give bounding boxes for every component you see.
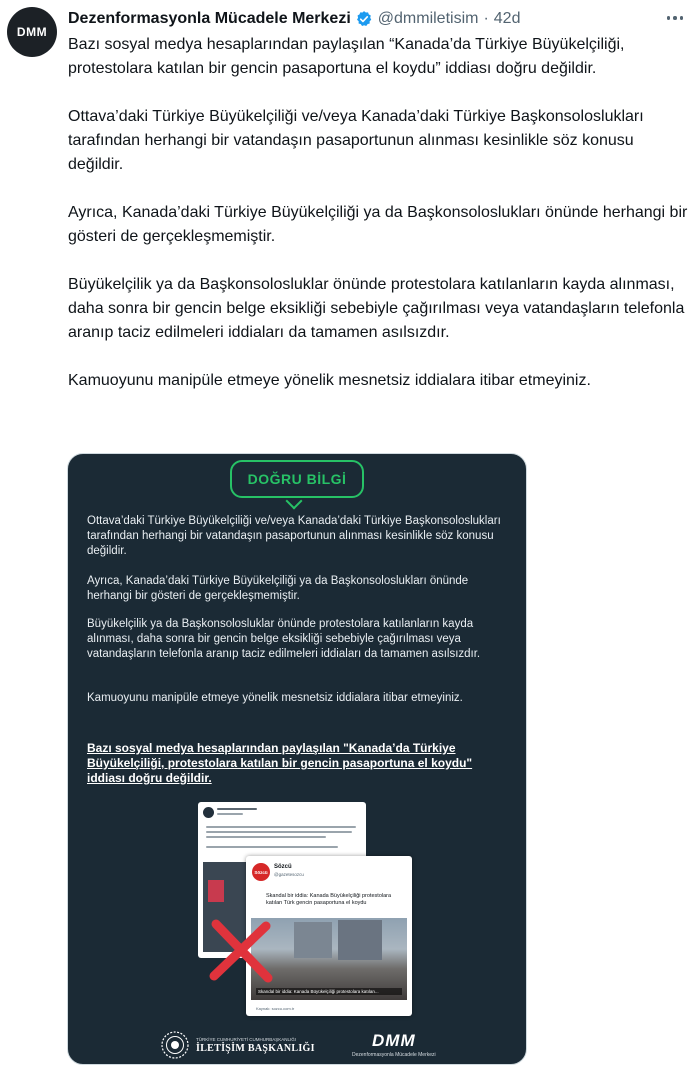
tweet-text	[68, 33, 688, 417]
avatar-logo-text: DMM	[16, 25, 48, 39]
sozcu-handle: @gazetesozcu	[274, 872, 304, 877]
seal-icon	[160, 1030, 190, 1060]
card-paragraph: Ottava’daki Türkiye Büyükelçiliği ve/veya Kanada’daki Türkiye Başkonsoloslukları tarafından herhangi bir vatandaşın pasaportunun alınması kesinlikle söz konusu değildir.	[87, 515, 501, 557]
tweet-header	[68, 8, 520, 30]
footer-dmm-text: DMM	[372, 1031, 416, 1050]
tweet-paragraph: Ottava’daki Türkiye Büyükelçiliği ve/veya Kanada’daki Türkiye Başkonsoloslukları tarafından herhangi bir vatandaşın pasaportunun alınması kesinlikle söz konusu değildir.	[68, 108, 644, 173]
screenshot-text-line	[206, 826, 356, 828]
screenshot-photo-detail	[208, 880, 224, 902]
footer-left-sub: TÜRKİYE CUMHURİYETİ CUMHURBAŞKANLIĞI	[196, 1036, 297, 1042]
separator-dot: ·	[483, 10, 489, 27]
tweet-paragraph: Bazı sosyal medya hesaplarından paylaşılan “Kanada’da Türkiye Büyükelçiliği, protestolara katılan bir gencin pasaportuna el koydu” iddiası doğru değildir.	[68, 36, 625, 77]
card-paragraph: Büyükelçilik ya da Başkonsolosluklar önünde protestolara katılanların kayda alınması, daha sonra bir gencin belge eksikliği sebebiyle çağırılması veya vatandaşların telefonla aranıp taciz edilmeleri iddiaları da tamamen asılsızdır.	[87, 618, 481, 660]
screenshot-text-line	[206, 836, 326, 838]
card-paragraph: Ayrıca, Kanada’daki Türkiye Büyükelçiliği ya da Başkonsoloslukları önünde herhangi bir gösteri de gerçekleşmemiştir.	[87, 575, 469, 602]
photo-building	[294, 922, 332, 958]
photo-caption: Skandal bir iddia: Kanada Büyükelçiliği protestolara katılan...	[256, 988, 402, 995]
tweet-paragraph: Büyükelçilik ya da Başkonsolosluklar önünde protestolara katılanların kayda alınması, daha sonra bir gencin belge eksikliği sebebiyle çağırılması veya vatandaşların telefonla aranıp taciz edilmeleri iddiaları da tamamen asılsızdır.	[68, 276, 685, 341]
photo-building	[338, 920, 382, 960]
footer-left-main: İLETİŞİM BAŞKANLIĞI	[196, 1042, 315, 1054]
tweet-paragraph: Kamuoyunu manipüle etmeye yönelik mesnetsiz iddialara itibar etmeyiniz.	[68, 372, 591, 389]
author-avatar[interactable]	[7, 7, 57, 57]
author-display-name[interactable]: Dezenformasyonla Mücadele Merkezi	[68, 10, 351, 27]
tweet-media-image[interactable]	[67, 453, 527, 1065]
iletisim-baskanligi-logo	[160, 1030, 315, 1060]
dmm-logo	[352, 1031, 436, 1058]
screenshot-text-line	[217, 808, 257, 810]
screenshot-avatar	[203, 807, 214, 818]
verified-badge-icon	[355, 10, 373, 28]
more-options-icon[interactable]	[664, 10, 686, 26]
tweet-paragraph: Ayrıca, Kanada’daki Türkiye Büyükelçiliği ya da Başkonsoloslukları önünde herhangi bir gösteri de gerçekleşmemiştir.	[68, 204, 688, 245]
footer-dmm-sub: Dezenformasyonla Mücadele Merkezi	[352, 1052, 436, 1058]
red-x-icon	[206, 916, 276, 986]
screenshot-text-line	[206, 831, 352, 833]
author-handle[interactable]: @dmmiletisim	[377, 10, 479, 27]
badge-text: DOĞRU BİLGİ	[247, 471, 347, 487]
sozcu-tweet-text: Skandal bir iddia: Kanada Büyükelçiliği protestolara katılan Türk gencin pasaportuna el koydu	[266, 893, 392, 906]
card-claim: Bazı sosyal medya hesaplarından paylaşılan "Kanada’da Türkiye Büyükelçiliği, protestolara katılan bir gencin pasaportuna el koydu" iddiası doğru değildir.	[87, 741, 473, 785]
photo-source: Kaynak: sozcu.com.tr	[256, 1006, 295, 1011]
screenshot-text-line	[206, 846, 338, 848]
screenshot-text-line	[217, 813, 243, 815]
sozcu-name: Sözcü	[274, 864, 292, 870]
dogru-bilgi-badge	[230, 460, 364, 498]
tweet-timestamp[interactable]: 42d	[493, 10, 521, 27]
card-paragraph: Kamuoyunu manipüle etmeye yönelik mesnetsiz iddialara itibar etmeyiniz.	[87, 692, 463, 704]
sozcu-avatar: Sözcü	[252, 863, 270, 881]
